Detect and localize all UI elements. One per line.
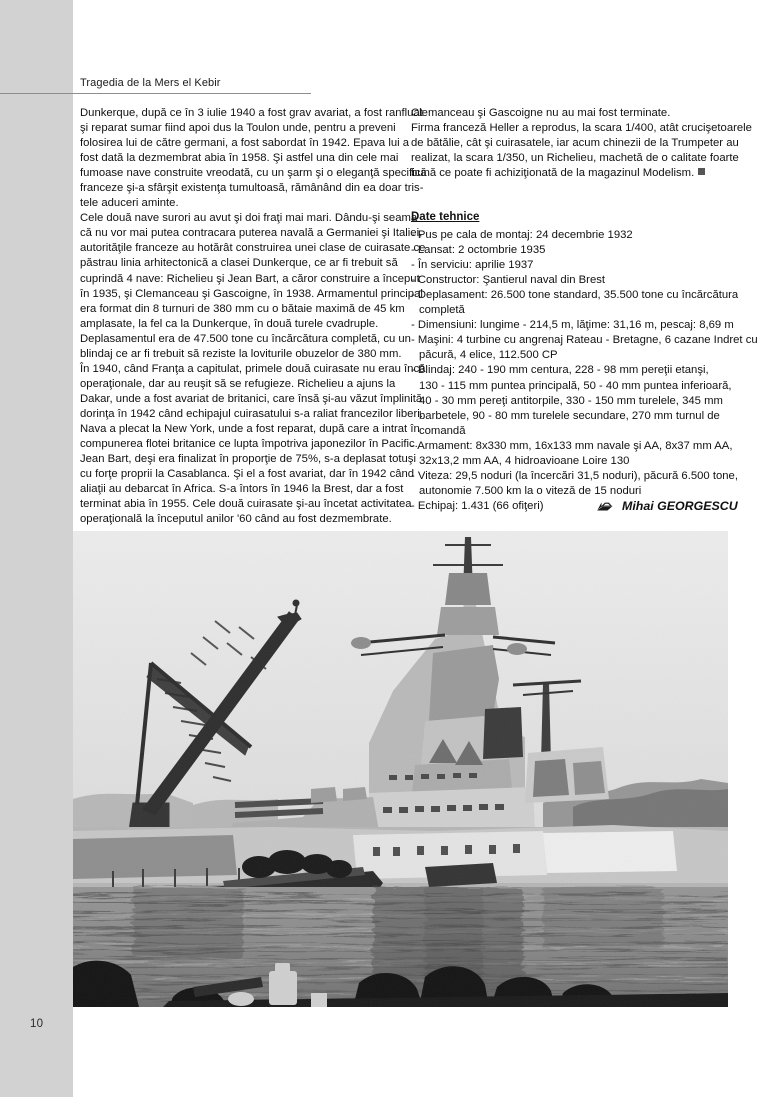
pen-icon [596, 501, 613, 512]
article-photograph [73, 531, 728, 1007]
technical-data-list [411, 228, 758, 514]
text-line: dorinţa în 1942 când echipajul cuirasatului s-a raliat francezilor liberi. [80, 407, 423, 420]
author-name: Mihai GEORGESCU [622, 499, 738, 513]
text-line: tele aduceri aminte. [80, 197, 179, 210]
text-line: compunerea flotei britanice ce lupta împotriva japonezilor în Pacific. [80, 438, 418, 451]
text-line: realizat, la scara 1/350, un Richelieu, machetă de o calitate foarte [411, 152, 739, 165]
technical-data-block [411, 210, 758, 514]
text-line: - Dimensiuni: lungime - 214,5 m, lăţime: 31,16 m, pescaj: 8,69 m [411, 319, 734, 332]
technical-data-item [411, 243, 733, 258]
body-column-left [80, 106, 427, 527]
text-line: În 1940, când Franţa a capitulat, primele două cuirasate nu erau încă [80, 362, 426, 375]
text-line: păstrau linia arhitectonică a clasei Dunkerque, ce ar fi trebuit să [80, 257, 398, 270]
text-line: Nava a plecat la New York, unde a fost reparat, după care a intrat în [80, 422, 420, 435]
body-column-right [411, 106, 752, 181]
text-line: Dakar, unde a fost avariat de britanici, care însă şi-au văzut împlinită [80, 392, 423, 405]
text-line: - Armament: 8x330 mm, 16x133 mm navale şi AA, 8x37 mm AA, [411, 439, 733, 452]
running-head: Tragedia de la Mers el Kebir [80, 77, 221, 89]
paragraph [411, 121, 752, 181]
page-number: 10 [30, 1018, 44, 1030]
text-line: - Lansat: 2 octombrie 1935 [411, 244, 546, 257]
text-line: Cele două nave surori au avut şi doi fraţi mai mari. Dându-şi seama [80, 212, 418, 225]
end-of-article-mark [698, 168, 705, 175]
text-line: şi reparat sumar fiind apoi dus la Toulon unde, pentru a preveni [80, 122, 396, 135]
text-line: bună ce poate fi achiziţionată de la magazinul Modelism. [411, 166, 731, 181]
text-line: - Pus pe cala de montaj: 24 decembrie 1932 [411, 229, 633, 242]
technical-data-item [411, 363, 733, 438]
text-line: franceze şi-a sfârşit existenţa tumultoasă, rămânând din ea doar tris- [80, 182, 424, 195]
technical-data-item [411, 273, 733, 288]
paragraph [80, 362, 426, 528]
text-line: operaţională la începutul anilor '60 când au fost dezmembrate. [80, 513, 392, 526]
text-line: 40 - 30 mm pereţi antitorpile, 330 - 150 mm turelele, 345 mm [419, 394, 723, 407]
text-line: Firma franceză Heller a reprodus, la scara 1/400, atât crucişetoarele [411, 122, 752, 135]
text-line: păcură, 4 elice, 112.500 CP [419, 349, 558, 362]
text-line: folosirea lui de către germani, a fost sabordat în 1942. Epava lui a [80, 137, 410, 150]
page-margin-band [0, 0, 73, 1097]
text-line: autorităţile franceze au hotărât construirea unei clase de cuirasate ce [80, 242, 426, 255]
technical-data-item [411, 288, 739, 318]
technical-data-title: Date tehnice [411, 211, 480, 223]
text-line: 32x13,2 mm AA, 4 hidroavioane Loire 130 [419, 454, 630, 467]
text-line: aliaţii au debarcat în Africa. S-a întors în 1946 la Brest, dar a fost [80, 483, 404, 496]
text-line: - Constructor: Şantierul naval din Brest [411, 274, 606, 287]
text-line: 130 - 115 mm puntea principală, 50 - 40 mm puntea inferioară, [419, 379, 732, 392]
technical-data-item [411, 258, 733, 273]
paragraph [80, 106, 427, 211]
technical-data-item [411, 228, 733, 243]
text-line: - În serviciu: aprilie 1937 [411, 259, 534, 272]
technical-data-item [411, 469, 738, 499]
text-line: - Viteza: 29,5 noduri (la încercări 31,5 noduri), păcură 6.500 tone, [411, 469, 738, 482]
text-line: comandă [419, 424, 466, 437]
text-line: fost dată la dezmembrat abia în 1958. Şi astfel una din cele mai [80, 152, 399, 165]
text-line: - Deplasament: 26.500 tone standard, 35.500 tone cu încărcătura [411, 289, 739, 302]
header-rule [0, 93, 311, 94]
technical-data-item [411, 333, 758, 363]
text-line: Jean Bart, deşi era finalizat în proporţie de 75%, s-a deplasat totuşi [80, 453, 416, 466]
text-line: terminat abia în 1955. Cele două cuirasate şi-au încetat activitatea [80, 498, 412, 511]
text-line: autonomie 7.500 km la o viteză de 15 noduri [419, 484, 642, 497]
text-line: fumoase nave construite vreodată, cu un şarm şi o eleganţă specifică [80, 167, 427, 180]
text-line: era format din 8 turnuri de 380 mm cu o bătaie maximă de 45 km [80, 302, 405, 315]
text-line: Clemanceau şi Gascoigne nu au mai fost terminate. [411, 107, 671, 119]
text-line: cu forţe proprii la Casablanca. Şi el a fost avariat, dar în 1942 când [80, 468, 415, 481]
text-line: în 1935, şi Clemanceau şi Gascoigne, în 1938. Armamentul principal [80, 287, 423, 300]
text-line: Dunkerque, după ce în 3 iulie 1940 a fost grav avariat, a fost ranfluat [80, 107, 423, 119]
text-line: operaţionale, dar au reuşit să se refugieze. Richelieu a ajuns la [80, 377, 396, 390]
technical-data-item [411, 318, 733, 333]
text-line: amplasate, la fel ca la Dunkerque, în două turele cvadruple. [80, 317, 379, 330]
paragraph [80, 211, 426, 361]
text-line: - Blindaj: 240 - 190 mm centura, 228 - 98 mm pereţii etanşi, [411, 364, 709, 377]
text-line: că nu vor mai putea contracara puterea navală a Germaniei şi Italiei, [80, 227, 423, 240]
paragraph [411, 106, 731, 121]
text-line: completă [419, 304, 465, 317]
text-line: barbetele, 90 - 80 mm turelele secundare, 270 mm turnul de [419, 409, 720, 422]
text-line: cuprindă 4 nave: Richelieu şi Jean Bart, a căror construire a început [80, 272, 420, 285]
text-line: - Echipaj: 1.431 (66 ofiţeri) [411, 499, 544, 512]
text-line: blindaj ce ar fi trebuit să reziste la loviturile obuzelor de 380 mm. [80, 347, 402, 360]
text-line: - Maşini: 4 turbine cu angrenaj Rateau - Bretagne, 6 cazane Indret cu [411, 334, 758, 347]
text-line: de bătălie, cât şi cuirasatele, iar acum chinezii de la Trumpeter au [411, 137, 739, 150]
text-line: Deplasamentul era de 47.500 tone cu încărcătura completă, cu un [80, 332, 411, 345]
author-byline [596, 499, 738, 513]
technical-data-item [411, 439, 733, 469]
